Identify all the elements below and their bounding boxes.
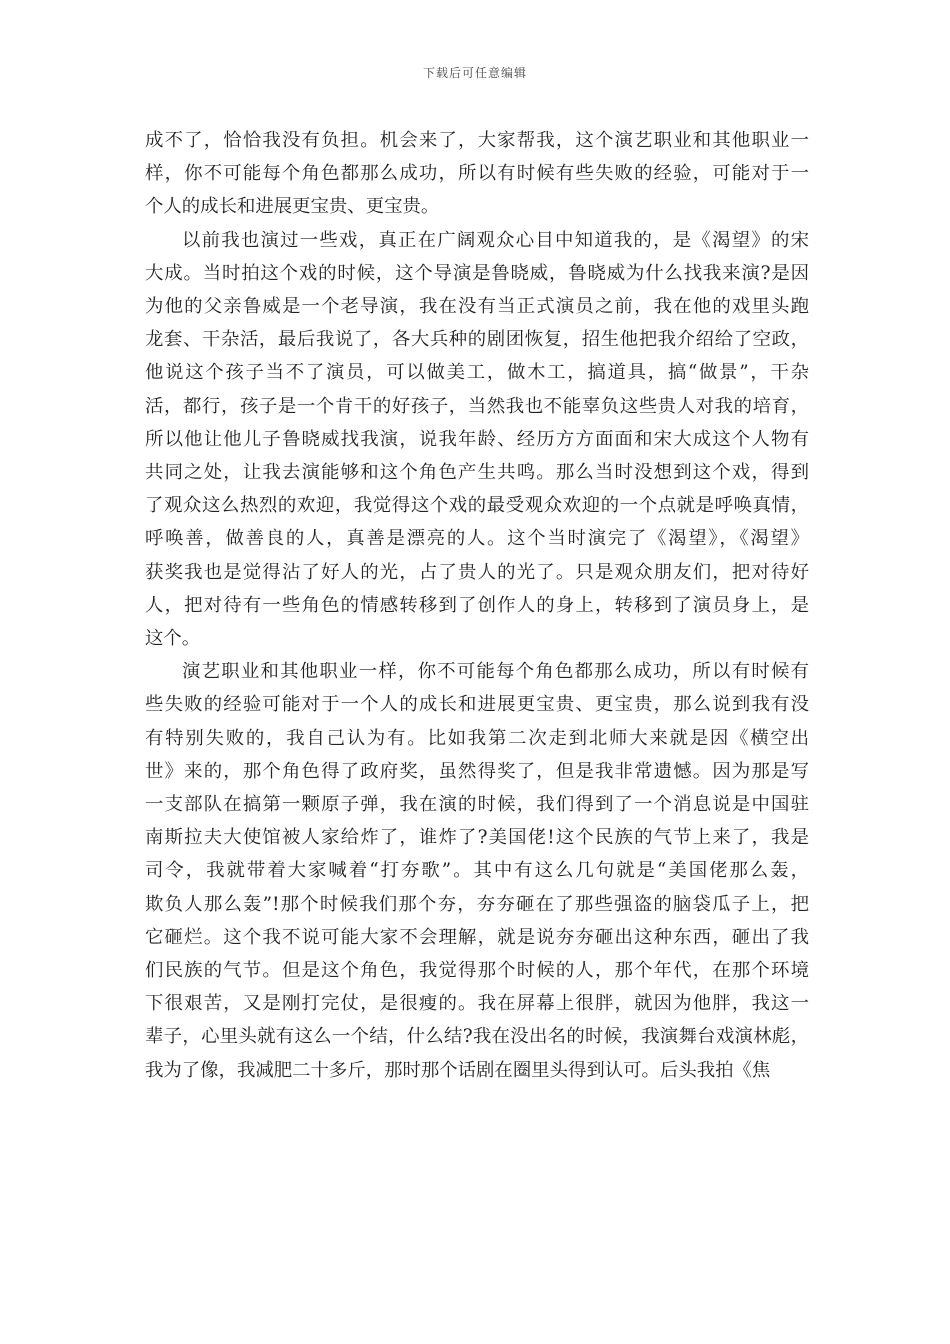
text-line: 我为了像，我减肥二十多斤，那时那个话剧在圈里头得到认可。后头我拍《焦 <box>145 1059 771 1081</box>
text-line: 龙套、干杂活，最后我说了，各大兵种的剧团恢复，招生他把我介绍给了空政， <box>145 329 809 351</box>
text-line: 欺负人那么轰”!那个时候我们那个夯，夯夯砸在了那些强盗的脑袋瓜子上，把 <box>145 893 809 915</box>
text-line: 司令，我就带着大家喊着“打夯歌”。其中有这么几句就是“美国佬那么轰， <box>145 860 809 882</box>
text-line: 所以他让他儿子鲁晓威找我演，说我年龄、经历方方面面和宋大成这个人物有 <box>145 428 809 450</box>
text-line: 样，你不可能每个角色都那么成功，所以有时候有些失败的经验，可能对于一 <box>145 163 809 185</box>
text-line: 了观众这么热烈的欢迎，我觉得这个戏的最受观众欢迎的一个点就是呼唤真情， <box>145 495 809 517</box>
text-line: 人，把对待有一些角色的情感转移到了创作人的身上，转移到了演员身上，是 <box>145 594 809 616</box>
paragraph <box>145 655 809 1087</box>
text-line: 演艺职业和其他职业一样，你不可能每个角色都那么成功，所以有时候有 <box>182 661 809 683</box>
text-line: 获奖我也是觉得沾了好人的光，占了贵人的光了。只是观众朋友们，把对待好 <box>145 561 809 583</box>
text-line: 活，都行，孩子是一个肯干的好孩子，当然我也不能辜负这些贵人对我的培育， <box>145 395 809 417</box>
text-line: 以前我也演过一些戏，真正在广阔观众心目中知道我的，是《渴望》的宋 <box>182 229 809 251</box>
paragraph <box>145 224 809 656</box>
text-line: 有特别失败的，我自己认为有。比如我第二次走到北师大来就是因《横空出 <box>145 727 809 749</box>
text-line: 一支部队在搞第一颗原子弹，我在演的时候，我们得到了一个消息说是中国驻 <box>145 794 809 816</box>
text-line: 大成。当时拍这个戏的时候，这个导演是鲁晓威，鲁晓威为什么找我来演?是因 <box>145 262 809 284</box>
text-line: 些失败的经验可能对于一个人的成长和进展更宝贵、更宝贵，那么说到我有没 <box>145 694 809 716</box>
paragraph <box>145 124 809 224</box>
text-line: 下很艰苦，又是刚打完仗，是很瘦的。我在屏幕上很胖，就因为他胖，我这一 <box>145 993 809 1015</box>
text-line: 们民族的气节。但是这个角色，我觉得那个时候的人，那个年代，在那个环境 <box>145 960 809 982</box>
text-line: 他说这个孩子当不了演员，可以做美工，做木工，搞道具，搞“做景”，干杂 <box>145 362 809 384</box>
text-line: 共同之处，让我去演能够和这个角色产生共鸣。那么当时没想到这个戏，得到 <box>145 462 809 484</box>
text-line: 成不了，恰恰我没有负担。机会来了，大家帮我，这个演艺职业和其他职业一 <box>145 130 809 151</box>
document-body <box>145 124 809 1087</box>
text-line: 南斯拉夫大使馆被人家给炸了，谁炸了?美国佬!这个民族的气节上来了，我是 <box>145 827 809 849</box>
text-line: 个人的成长和进展更宝贵、更宝贵。 <box>145 196 440 218</box>
text-line: 这个。 <box>145 628 201 650</box>
text-line: 辈子，心里头就有这么一个结，什么结?我在没出名的时候，我演舞台戏演林彪， <box>145 1026 809 1048</box>
text-line: 为他的父亲鲁威是一个老导演，我在没有当正式演员之前，我在他的戏里头跑 <box>145 296 809 318</box>
text-line: 呼唤善，做善良的人，真善是漂亮的人。这个当时演完了《渴望》，《渴望》 <box>145 528 809 550</box>
page-header: 下载后可任意编辑 <box>422 66 527 80</box>
text-line: 世》来的，那个角色得了政府奖，虽然得奖了，但是我非常遗憾。因为那是写 <box>145 760 809 782</box>
text-line: 它砸烂。这个我不说可能大家不会理解，就是说夯夯砸出这种东西，砸出了我 <box>145 926 809 948</box>
